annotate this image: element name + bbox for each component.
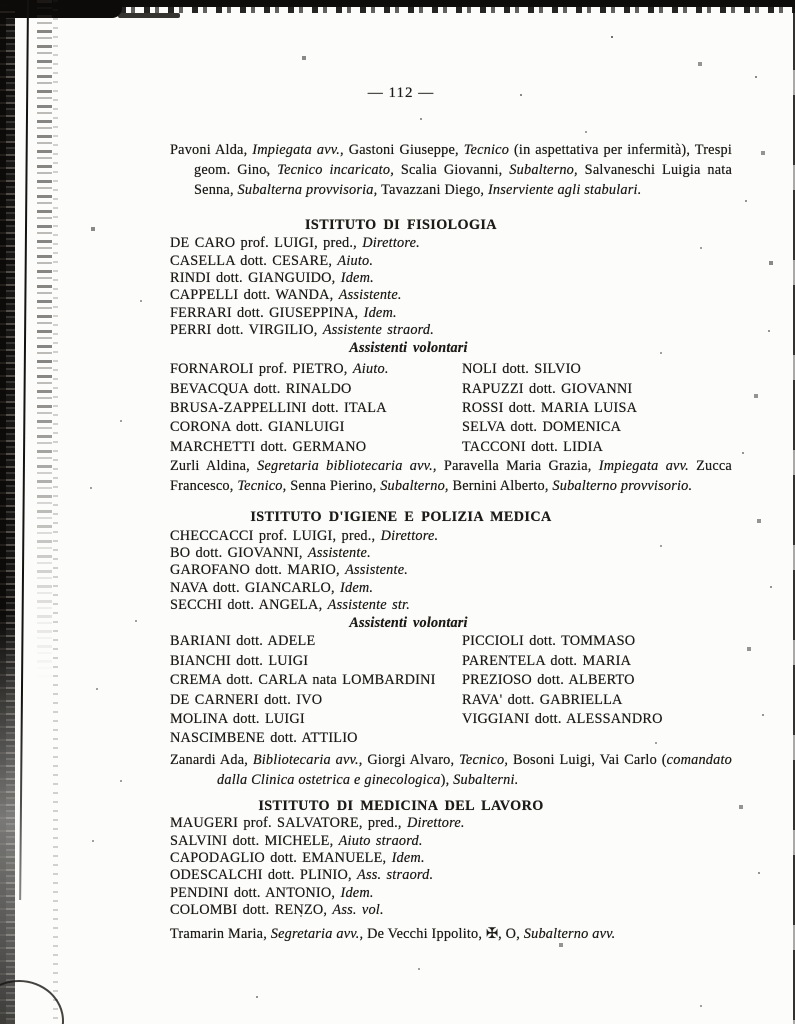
staff-name: COLOMBI dott. RENZO, (170, 901, 328, 918)
name-text: Bosoni Luigi, Vai Carlo ( (512, 751, 667, 768)
staff-name: PICCIOLI dott. TOMMASO (462, 633, 636, 650)
staff-entry (170, 235, 732, 252)
staff-entry (462, 691, 732, 710)
staff-entry (170, 691, 462, 710)
staff-entry (462, 632, 732, 651)
staff-role: Idem. (340, 579, 374, 596)
name-text: Pavoni Alda, (170, 142, 253, 158)
staff-role: Direttore. (362, 235, 420, 252)
staff-entry (170, 418, 462, 437)
staff-entry (170, 729, 462, 748)
staff-name: DE CARO prof. LUIGI, pred., (170, 235, 357, 252)
staff-entry (170, 815, 732, 832)
staff-entry (170, 438, 462, 457)
volunteers-heading-igiene: Assistenti volontari (349, 615, 468, 632)
staff-entry (170, 305, 732, 322)
name-text: Zucca Francesco, (170, 458, 732, 494)
staff-name: MARCHETTI dott. GERMANO (170, 438, 367, 455)
name-text: Bernini Alberto, (452, 478, 553, 494)
staff-name: VIGGIANI dott. ALESSANDRO (462, 710, 663, 727)
note-paragraph-fisiologia (170, 457, 732, 497)
scan-artifact-left-crease-line (19, 0, 29, 900)
role-text: Segretaria avv., (270, 926, 368, 943)
scan-artifact-left-streak (37, 0, 52, 680)
staff-name: BO dott. GIOVANNI, (170, 545, 303, 562)
scan-artifact-noise-specks (0, 0, 2, 2)
staff-role: Assistente straord. (322, 321, 435, 338)
role-text: Tecnico (463, 142, 514, 158)
staff-entry (170, 562, 732, 579)
staff-role: Assistente. (345, 562, 409, 579)
role-text: Tecnico incaricato, (277, 161, 401, 178)
volunteers-right-column (462, 632, 732, 748)
role-text: Segretaria bibliotecaria avv., (257, 458, 444, 475)
name-text: Zanardi Ada, (170, 751, 253, 768)
staff-entry (170, 360, 462, 379)
staff-name: BEVACQUA dott. RINALDO (170, 380, 352, 397)
name-text: Paravella Maria Grazia, (443, 458, 599, 475)
staff-role: Idem. (363, 304, 397, 321)
role-text: Subalterno, (380, 478, 453, 494)
staff-entry (462, 671, 732, 690)
staff-name: BARIANI dott. ADELE (170, 633, 316, 650)
role-text: Subalterno provvisorio. (552, 478, 693, 494)
name-text: Giorgi Alvaro, (367, 751, 460, 768)
staff-entry (170, 528, 732, 545)
staff-name: SECCHI dott. ANGELA, (170, 596, 323, 613)
section-title-igiene: ISTITUTO D'IGIENE E POLIZIA MEDICA (250, 508, 552, 525)
staff-name: CREMA dott. CARLA nata LOMBARDINI (170, 672, 436, 689)
role-text: Tecnico, (237, 478, 291, 494)
staff-entry (170, 580, 732, 597)
volunteers-right-column (462, 360, 732, 457)
staff-entry (170, 253, 732, 270)
note-paragraph-igiene (170, 751, 732, 791)
name-text: Zurli Aldina, (170, 458, 258, 475)
staff-name: PERRI dott. VIRGILIO, (170, 321, 318, 338)
staff-name: ODESCALCHI dott. PLINIO, (170, 867, 352, 884)
staff-entry (170, 867, 732, 884)
staff-entry (170, 380, 462, 399)
staff-entry (462, 380, 732, 399)
staff-name: PREZIOSO dott. ALBERTO (462, 672, 635, 689)
staff-name: NOLI dott. SILVIO (462, 361, 582, 378)
staff-name: FERRARI dott. GIUSEPPINA, (170, 304, 359, 321)
volunteers-left-column (170, 360, 462, 457)
staff-name: MOLINA dott. LUIGI (170, 710, 305, 727)
staff-role: Ass. vol. (332, 901, 384, 918)
volunteers-columns-fisiologia (170, 360, 732, 457)
volunteers-columns-igiene (170, 632, 732, 748)
staff-entry (170, 652, 462, 671)
staff-entry (462, 418, 732, 437)
volunteers-heading-fisiologia: Assistenti volontari (349, 340, 468, 357)
staff-role: Aiuto. (352, 361, 389, 378)
name-text: Gastoni Giuseppe, (348, 142, 464, 158)
staff-name: MAUGERI prof. SALVATORE, pred., (170, 815, 402, 832)
staff-entry (462, 710, 732, 729)
role-text: Subalterna provvisoria, (237, 181, 382, 198)
volunteers-left-column (170, 632, 462, 748)
staff-entry (170, 671, 462, 690)
staff-list-fisiologia (170, 235, 732, 339)
staff-name: PENDINI dott. ANTONIO, (170, 884, 336, 901)
role-text: Subalterno, (509, 161, 585, 178)
name-text: Tavazzani Diego, (381, 181, 488, 198)
staff-role: Idem. (391, 849, 425, 866)
staff-name: PARENTELA dott. MARIA (462, 652, 632, 669)
scan-artifact-topleft-tail (118, 13, 180, 18)
staff-name: GAROFANO dott. MARIO, (170, 562, 340, 579)
staff-entry (170, 287, 732, 304)
role-text: Subalterni. (453, 771, 519, 788)
staff-entry (462, 652, 732, 671)
staff-name: DE CARNERI dott. IVO (170, 691, 323, 708)
staff-name: RAPUZZI dott. GIOVANNI (462, 380, 633, 397)
scan-artifact-left-binding-band (0, 0, 15, 1024)
staff-entry (170, 270, 732, 287)
staff-name: CHECCACCI prof. LUIGI, pred., (170, 527, 376, 544)
staff-role: Direttore. (406, 815, 465, 832)
staff-entry (170, 322, 732, 339)
role-text: Bibliotecaria avv., (252, 751, 368, 768)
staff-name: CASELLA dott. CESARE, (170, 252, 333, 269)
role-text: Subalterno avv. (523, 926, 616, 943)
role-text: comandato dalla Clinica ostetrica e ginecologica (217, 751, 733, 788)
section-title-medicina-lavoro: ISTITUTO DI MEDICINA DEL LAVORO (258, 798, 544, 815)
staff-role: Aiuto straord. (338, 832, 423, 849)
page-content (170, 84, 732, 945)
staff-name: NAVA dott. GIANCARLO, (170, 579, 335, 596)
name-text: Scalia Giovanni, (400, 161, 510, 178)
staff-name: BIANCHI dott. LUIGI (170, 652, 309, 669)
staff-role: Assistente. (338, 287, 402, 304)
staff-name: CORONA dott. GIANLUIGI (170, 419, 345, 436)
staff-name: BRUSA-ZAPPELLINI dott. ITALA (170, 399, 387, 416)
staff-name: FORNAROLI prof. PIETRO, (170, 361, 348, 378)
scan-artifact-topleft-blob (0, 0, 122, 18)
role-text: Impiegata avv., (252, 142, 349, 158)
staff-role: Idem. (340, 884, 374, 901)
role-text: Inserviente agli stabulari. (487, 181, 642, 198)
name-text: Salvaneschi Luigia nata Senna, (194, 161, 733, 198)
staff-entry (170, 902, 732, 919)
staff-role: Assistente. (307, 545, 371, 562)
staff-entry (170, 399, 462, 418)
note-paragraph-medicina-lavoro (170, 925, 732, 945)
name-text: (in aspettativa per infermità), Trespi geom. Gino, (194, 142, 733, 178)
staff-entry (170, 885, 732, 902)
staff-entry (170, 850, 732, 867)
page-number: — 112 — (367, 85, 435, 101)
staff-entry (170, 545, 732, 562)
name-text: ), (440, 771, 454, 788)
scan-artifact-left-streak-light (53, 0, 58, 1024)
staff-name: ROSSI dott. MARIA LUISA (462, 399, 638, 416)
staff-entry (462, 360, 732, 379)
name-text: Senna Pierino, (290, 478, 381, 494)
staff-name: NASCIMBENE dott. ATTILIO (170, 730, 358, 747)
staff-name: SALVINI dott. MICHELE, (170, 832, 334, 849)
staff-name: RAVA' dott. GABRIELLA (462, 691, 623, 708)
staff-role: Ass. straord. (357, 867, 434, 884)
role-text: Tecnico, (459, 751, 513, 768)
staff-entry (170, 833, 732, 850)
staff-role: Idem. (340, 269, 374, 286)
section-title-fisiologia: ISTITUTO DI FISIOLOGIA (305, 217, 497, 234)
staff-entry (462, 399, 732, 418)
staff-name: RINDI dott. GIANGUIDO, (170, 269, 336, 286)
staff-list-medicina-lavoro (170, 815, 732, 919)
staff-entry (170, 632, 462, 651)
staff-name: CAPODAGLIO dott. EMANUELE, (170, 849, 387, 866)
staff-name: TACCONI dott. LIDIA (462, 438, 604, 455)
staff-role: Direttore. (380, 527, 439, 544)
staff-name: CAPPELLI dott. WANDA, (170, 287, 334, 304)
name-text: De Vecchi Ippolito, ✠, O, (367, 926, 524, 943)
lead-paragraph (170, 141, 732, 200)
staff-entry (170, 710, 462, 729)
staff-entry (462, 438, 732, 457)
staff-list-igiene (170, 528, 732, 614)
staff-role: Aiuto. (337, 252, 374, 269)
staff-entry (170, 597, 732, 614)
role-text: Impiegata avv. (598, 458, 697, 475)
staff-role: Assistente str. (327, 596, 410, 613)
name-text: Tramarin Maria, (170, 926, 271, 943)
staff-name: SELVA dott. DOMENICA (462, 419, 622, 436)
